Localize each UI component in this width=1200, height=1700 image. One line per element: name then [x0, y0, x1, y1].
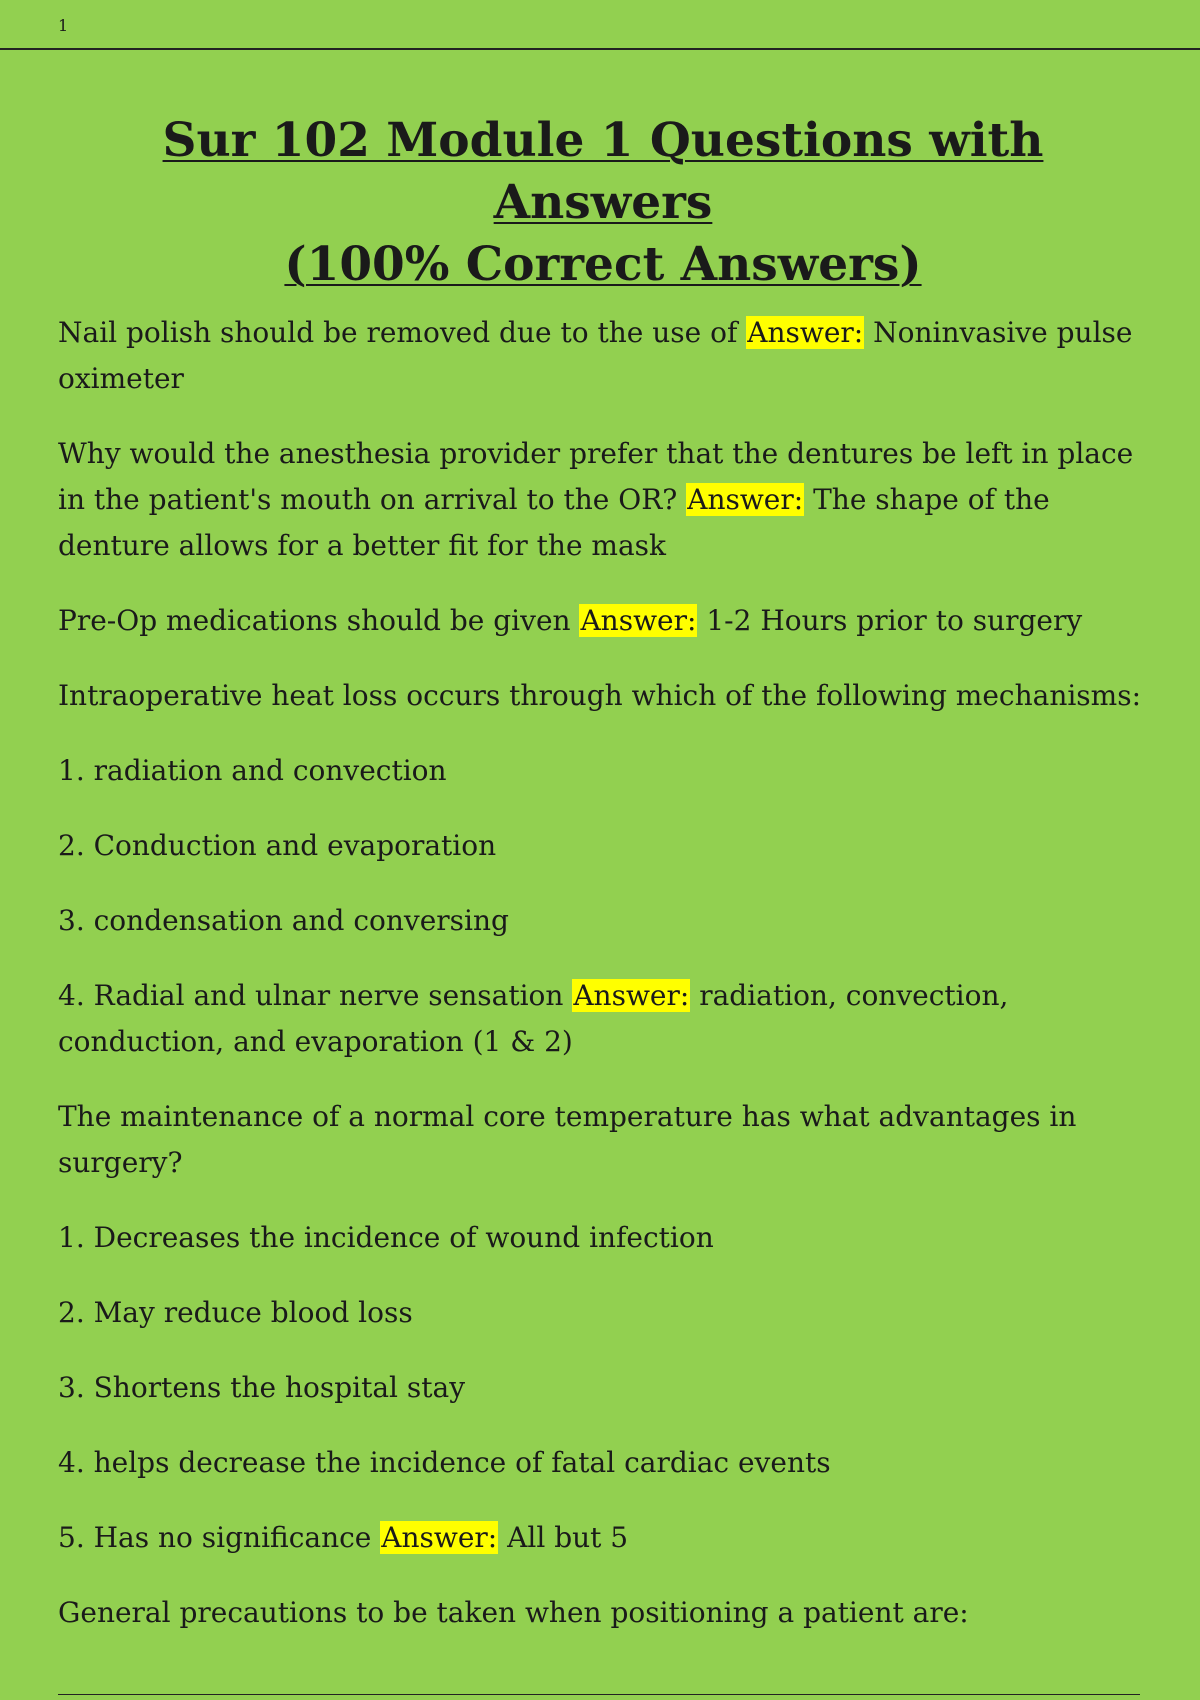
answer-text: 1-2 Hours prior to surgery [706, 604, 1083, 637]
title-line-1: Sur 102 Module 1 Questions with Answers [162, 113, 1044, 230]
title-line-2: (100% Correct Answers) [284, 237, 922, 292]
answer-label: Answer: [381, 1521, 498, 1554]
question-text: Intraoperative heat loss occurs through which of the following mechanisms: [58, 679, 1142, 712]
option-item: 3. Shortens the hospital stay [58, 1371, 466, 1404]
qa-item [58, 598, 1148, 644]
qa-item [58, 973, 1148, 1065]
page-number: 1 [58, 16, 69, 35]
question-text: General precautions to be taken when positioning a patient are: [58, 1596, 969, 1629]
question-text: The maintenance of a normal core temperature has what advantages in surgery? [58, 1100, 1077, 1179]
qa-item [58, 431, 1148, 569]
question-text: Pre-Op medications should be given [58, 604, 571, 637]
page-header [0, 0, 1200, 50]
answer-label: Answer: [573, 979, 690, 1012]
answer-text: Noninvasive pulse oximeter [58, 316, 1133, 395]
option-item: 2. Conduction and evaporation [58, 829, 497, 862]
footer-divider [58, 1694, 1140, 1695]
option-item: 1. Decreases the incidence of wound infection [58, 1221, 714, 1254]
option-item: 3. condensation and conversing [58, 904, 509, 937]
answer-label: Answer: [687, 483, 804, 516]
document-body [58, 110, 1148, 1665]
option-text: 4. Radial and ulnar nerve sensation [58, 979, 564, 1012]
answer-text: radiation, convection, conduction, and evaporation (1 & 2) [58, 979, 1009, 1058]
question-text: Nail polish should be removed due to the use of [58, 316, 738, 349]
option-text: 5. Has no significance [58, 1521, 372, 1554]
qa-item [58, 1515, 1148, 1561]
answer-label: Answer: [747, 316, 864, 349]
answer-text: The shape of the denture allows for a better fit for the mask [58, 483, 1050, 562]
option-item: 1. radiation and convection [58, 754, 447, 787]
option-item: 4. helps decrease the incidence of fatal cardiac events [58, 1446, 831, 1479]
answer-text: All but 5 [507, 1521, 629, 1554]
question-text: Why would the anesthesia provider prefer that the dentures be left in place in the patient's mouth on arrival to the OR? [58, 437, 1134, 516]
qa-item [58, 310, 1148, 402]
option-item: 2. May reduce blood loss [58, 1296, 413, 1329]
answer-label: Answer: [580, 604, 697, 637]
document-title [58, 110, 1148, 296]
